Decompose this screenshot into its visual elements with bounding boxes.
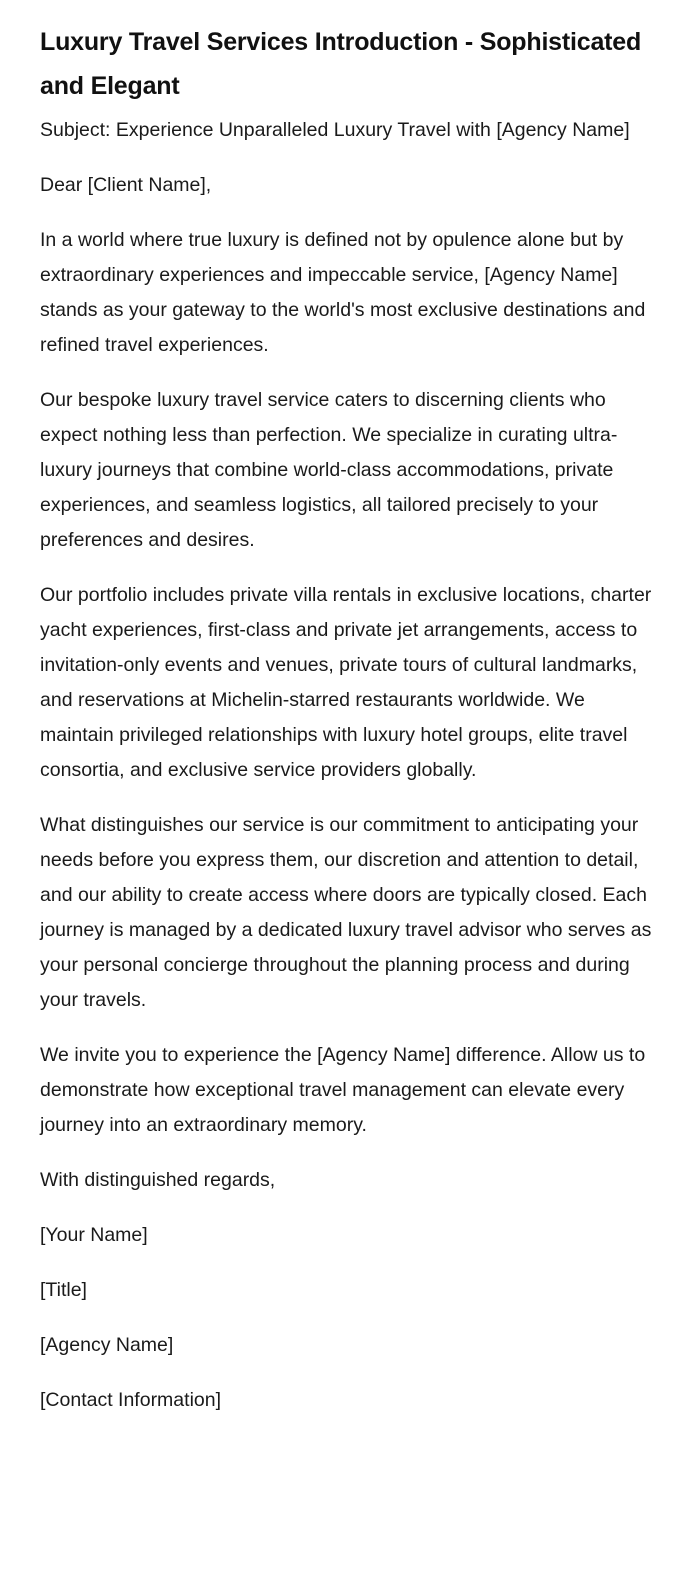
signature-name: [Your Name]	[40, 1224, 148, 1246]
signature-title: [Title]	[40, 1279, 87, 1301]
body-paragraph-portfolio: Our portfolio includes private villa rentals in exclusive locations, charter yacht experiences, first-class and private jet arrangements, access to invitation-only events and venues, private tours of cultural landmarks, and reservations at Michelin-starred restaurants worldwide. We maintain privileged relationships with luxury hotel groups, elite travel consortia, and exclusive service providers globally.	[40, 584, 652, 781]
body-paragraph-invitation: We invite you to experience the [Agency Name] difference. Allow us to demonstrate how exceptional travel management can elevate every journey into an extraordinary memory.	[40, 1044, 646, 1136]
body-paragraph-service: Our bespoke luxury travel service caters to discerning clients who expect nothing less than perfection. We specialize in curating ultra-luxury journeys that combine world-class accommodations, private experiences, and seamless logistics, all tailored precisely to your preferences and desires.	[40, 389, 618, 551]
signature-agency: [Agency Name]	[40, 1334, 174, 1356]
body-paragraph-intro: In a world where true luxury is defined not by opulence alone but by extraordinary experiences and impeccable service, [Agency Name] stands as your gateway to the world's most exclusive destinations and refined travel experiences.	[40, 229, 646, 356]
signature-contact: [Contact Information]	[40, 1389, 222, 1411]
closing: With distinguished regards,	[40, 1169, 276, 1191]
greeting: Dear [Client Name],	[40, 174, 212, 196]
page-title: Luxury Travel Services Introduction - Sophisticated and Elegant	[40, 28, 642, 100]
body-paragraph-distinction: What distinguishes our service is our commitment to anticipating your needs before you express them, our discretion and attention to detail, and our ability to create access where doors are typically closed. Each journey is managed by a dedicated luxury travel advisor who serves as your personal concierge throughout the planning process and during your travels.	[40, 814, 652, 1011]
subject-line: Subject: Experience Unparalleled Luxury Travel with [Agency Name]	[40, 119, 630, 141]
letter-document	[40, 20, 660, 1438]
